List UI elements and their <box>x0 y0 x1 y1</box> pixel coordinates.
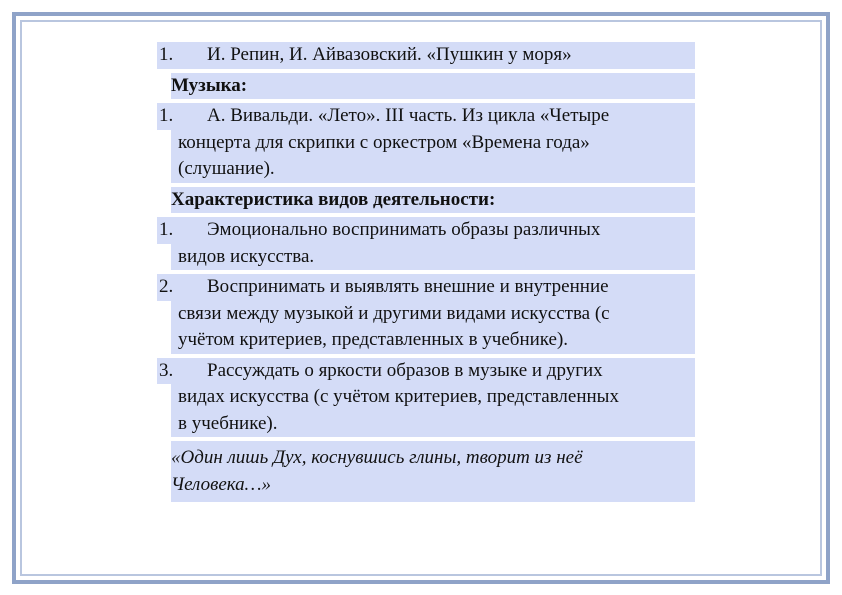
list-item-number: 1. <box>159 44 174 65</box>
list-item-continuation: связи между музыкой и другими видами искусства (с <box>171 301 695 328</box>
activity-heading: Характеристика видов деятельности: <box>171 187 695 214</box>
list-item <box>157 274 695 354</box>
list-item-number: 2. <box>159 276 174 297</box>
list-item <box>157 42 695 69</box>
music-heading: Музыка: <box>171 73 695 100</box>
quote-line: «Один лишь Дух, коснувшись глины, творит из неё <box>171 447 583 468</box>
list-item-text: Рассуждать о яркости образов в музыке и других <box>207 359 603 381</box>
list-item-text: И. Репин, И. Айвазовский. «Пушкин у моря» <box>207 44 572 65</box>
list-item-text: Воспринимать и выявлять внешние и внутренние <box>207 276 609 297</box>
list-item-continuation: в учебнике). <box>171 411 695 438</box>
list-item-text: А. Вивальди. «Лето». III часть. Из цикла «Четыре <box>207 105 610 126</box>
list-item-number: 1. <box>159 105 174 126</box>
list-item <box>157 217 695 270</box>
list-item-continuation: учётом критериев, представленных в учебнике). <box>171 327 695 354</box>
quote-line: Человека…» <box>171 473 272 495</box>
list-item-continuation: (слушание). <box>171 156 695 183</box>
list-item-number: 1. <box>159 219 174 240</box>
list-item-text: Эмоционально воспринимать образы различных <box>207 219 601 240</box>
lesson-content <box>157 42 695 502</box>
list-item-continuation: видов искусства. <box>171 244 695 271</box>
list-item <box>157 358 695 438</box>
list-item-number: 3. <box>159 359 174 381</box>
list-item <box>157 103 695 183</box>
list-item-continuation: концерта для скрипки с оркестром «Времена года» <box>171 130 695 157</box>
list-item-continuation: видах искусства (с учётом критериев, представленных <box>171 384 695 411</box>
epigraph-quote <box>171 441 695 502</box>
